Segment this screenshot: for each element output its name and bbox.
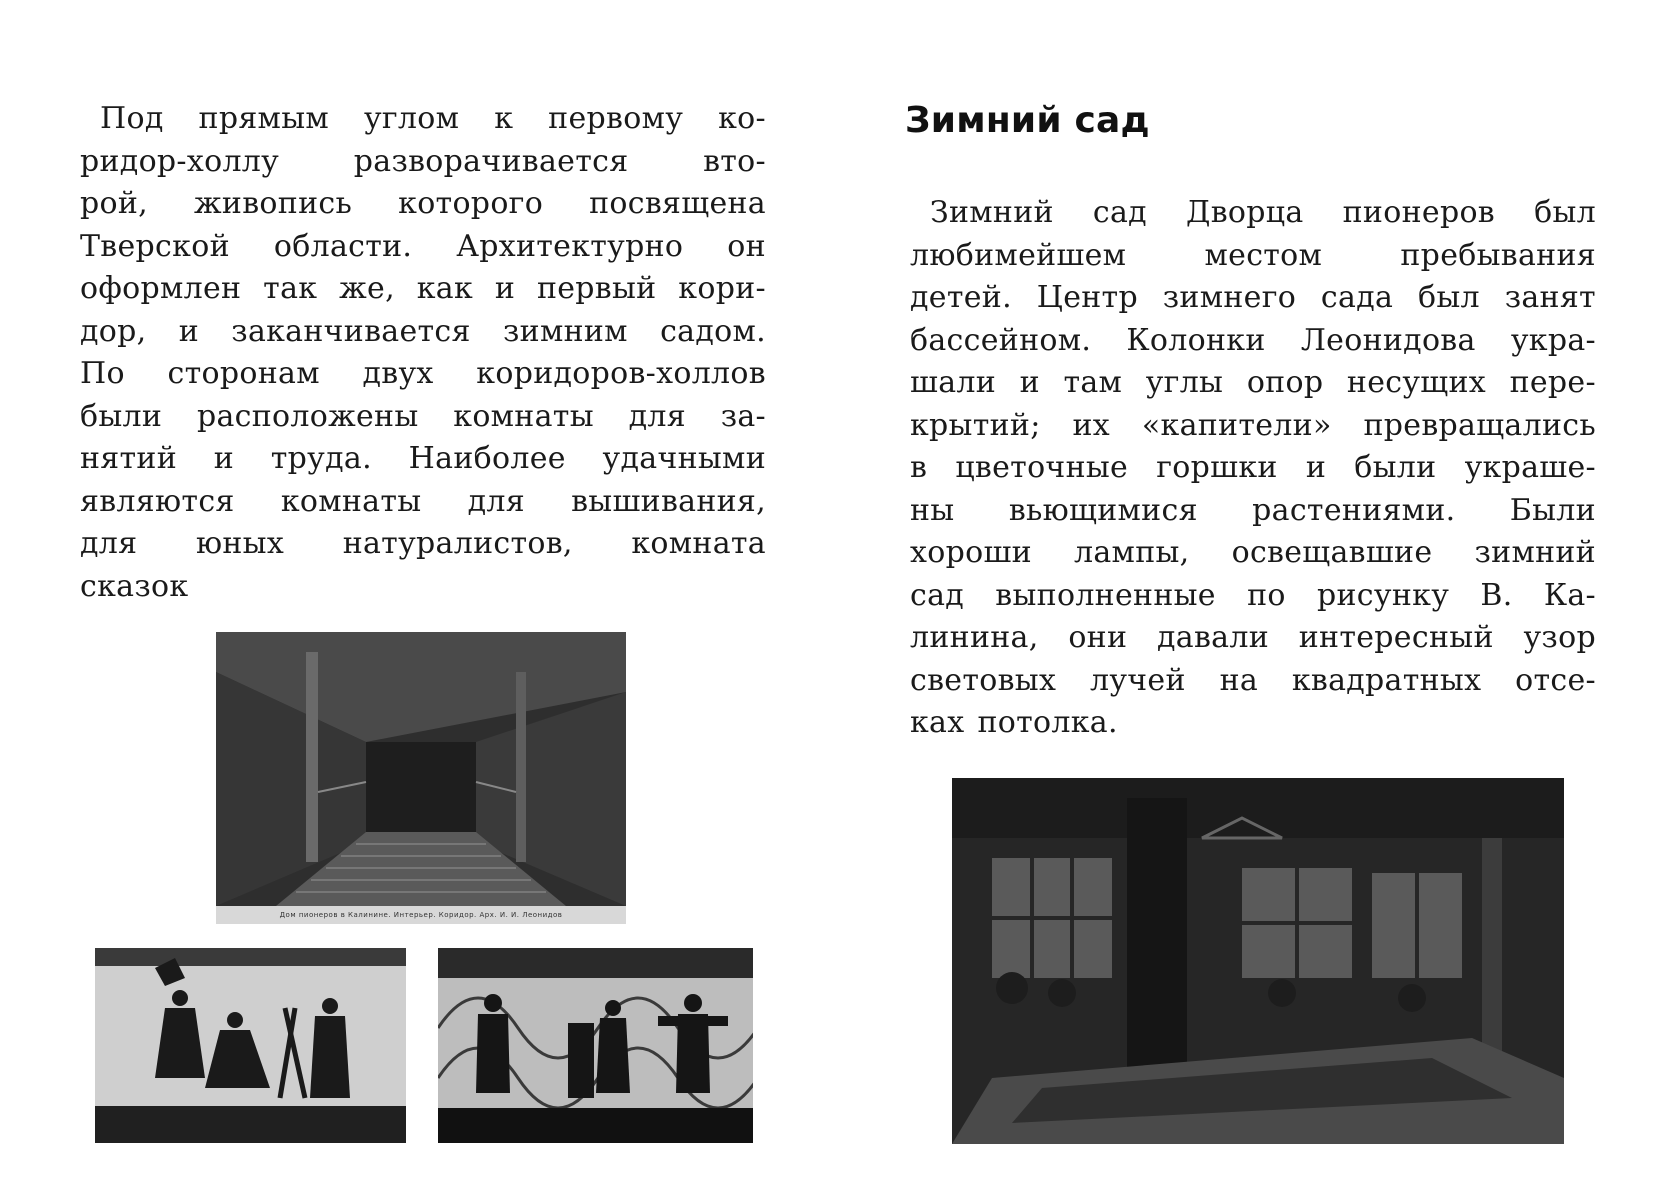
text-line xyxy=(910,617,1596,660)
left-paragraph xyxy=(80,98,766,608)
word: украше- xyxy=(1464,450,1596,485)
word: пере- xyxy=(1509,365,1596,400)
word: Леонидова xyxy=(1300,322,1476,358)
word: укра- xyxy=(1510,322,1596,358)
word: потолка. xyxy=(977,705,1118,740)
word: был xyxy=(1534,195,1596,230)
word: вьющимися xyxy=(1008,492,1198,528)
word: освещавшие xyxy=(1231,535,1433,570)
word: труда. xyxy=(270,441,372,476)
word: сторонам xyxy=(167,356,320,391)
text-line xyxy=(910,405,1596,448)
word: зимним xyxy=(503,313,628,349)
word: выполненные xyxy=(995,577,1216,613)
corridor-photo xyxy=(216,632,626,924)
word: шали xyxy=(910,365,997,400)
word: комната xyxy=(631,526,766,561)
word: как xyxy=(416,271,474,306)
word: садом. xyxy=(660,313,766,349)
word: цветочные xyxy=(955,450,1129,485)
word: заканчивается xyxy=(231,313,471,349)
shadow-theatre-photo-2 xyxy=(438,948,753,1143)
word: узор xyxy=(1523,620,1596,655)
text-line xyxy=(80,523,766,566)
word: он xyxy=(727,228,766,264)
text-line xyxy=(80,183,766,226)
text-line xyxy=(910,362,1596,405)
word: пребывания xyxy=(1400,237,1596,273)
word: углом xyxy=(363,101,460,136)
text-line xyxy=(80,396,766,439)
word: Зимний xyxy=(930,195,1054,230)
text-line xyxy=(910,277,1596,320)
word: и xyxy=(178,313,200,349)
word: давали xyxy=(1157,620,1270,655)
text-line xyxy=(910,235,1596,278)
word: ках xyxy=(910,705,965,740)
word: их xyxy=(1072,407,1111,443)
word: Архитектурно xyxy=(456,228,684,264)
word: в xyxy=(910,450,928,485)
word: были xyxy=(1354,450,1437,485)
word: детей. xyxy=(910,280,1012,315)
shadow-theatre-photo-icon xyxy=(438,948,753,1143)
text-line xyxy=(80,98,766,141)
word: квадратных xyxy=(1291,662,1482,698)
word: интересный xyxy=(1298,620,1494,655)
word: линина, xyxy=(910,620,1039,655)
text-line xyxy=(80,141,766,184)
word: хороши xyxy=(910,535,1032,570)
word: Колонки xyxy=(1126,322,1266,358)
word: и xyxy=(1305,450,1327,485)
corridor-photo-icon xyxy=(216,632,626,924)
photo-caption: Дом пионеров в Калинине. Интерьер. Коридор. Арх. И. И. Леонидов xyxy=(216,906,626,924)
winter-garden-photo-icon xyxy=(952,778,1564,1144)
word: горшки xyxy=(1156,450,1278,485)
word: оформлен xyxy=(80,271,242,306)
word: отсе- xyxy=(1515,662,1596,698)
shadow-theatre-photo-1 xyxy=(95,948,406,1143)
text-line xyxy=(910,490,1596,533)
word: комнаты xyxy=(453,398,594,434)
word: Тверской xyxy=(80,228,230,264)
text-line xyxy=(910,702,1596,745)
word: несущих xyxy=(1346,365,1487,400)
word: Были xyxy=(1509,492,1596,528)
word: и xyxy=(494,271,516,306)
word: к xyxy=(494,101,514,136)
winter-garden-photo xyxy=(952,778,1564,1144)
word: же, xyxy=(339,271,395,306)
text-line xyxy=(910,447,1596,490)
word: углы xyxy=(1145,365,1224,400)
word: Центр xyxy=(1036,280,1138,315)
word: кори- xyxy=(678,271,766,306)
word: лучей xyxy=(1089,662,1186,698)
word: юных xyxy=(195,526,285,561)
word: за- xyxy=(720,398,766,434)
word: превращались xyxy=(1363,407,1596,443)
word: которого xyxy=(398,186,544,221)
text-line xyxy=(80,268,766,311)
word: на xyxy=(1219,662,1259,698)
text-line xyxy=(910,192,1596,235)
word: коридоров-холлов xyxy=(476,356,766,391)
word: зимнего xyxy=(1162,280,1297,315)
word: бассейном. xyxy=(910,322,1092,358)
text-line xyxy=(80,311,766,354)
word: первый xyxy=(536,271,657,306)
word: расположены xyxy=(196,398,419,434)
text-line xyxy=(80,353,766,396)
word: первому xyxy=(548,101,684,136)
word: они xyxy=(1068,620,1128,655)
word: живопись xyxy=(194,186,353,221)
word: вто- xyxy=(703,143,766,179)
word: там xyxy=(1063,365,1123,400)
word: для xyxy=(628,398,686,434)
word: для xyxy=(80,526,138,561)
word: посвящена xyxy=(589,186,766,221)
text-line xyxy=(910,660,1596,703)
word: Под xyxy=(100,101,164,136)
text-line xyxy=(80,566,766,609)
word: занят xyxy=(1504,280,1596,315)
word: опор xyxy=(1246,365,1324,400)
word: по xyxy=(1247,577,1286,613)
word: лампы, xyxy=(1074,535,1190,570)
word: так xyxy=(263,271,318,306)
shadow-theatre-photo-icon xyxy=(95,948,406,1143)
word: и xyxy=(1019,365,1040,400)
text-line xyxy=(80,226,766,269)
word: «капители» xyxy=(1141,407,1332,443)
word: комнаты xyxy=(280,483,422,519)
word: Наиболее xyxy=(408,441,566,476)
word: нятий xyxy=(80,441,178,476)
word: удачными xyxy=(602,441,766,476)
text-line xyxy=(80,438,766,481)
word: вышивания, xyxy=(571,483,766,519)
right-paragraph xyxy=(910,192,1596,745)
word: световых xyxy=(910,662,1057,698)
word: двух xyxy=(362,356,434,391)
text-line xyxy=(910,532,1596,575)
word: ны xyxy=(910,492,955,528)
text-line xyxy=(910,320,1596,363)
section-heading: Зимний сад xyxy=(905,100,1150,141)
word: для xyxy=(467,483,525,519)
word: Ка- xyxy=(1543,577,1596,613)
word: были xyxy=(80,398,163,434)
word: области. xyxy=(273,228,413,264)
word: В. xyxy=(1480,577,1513,613)
word: и xyxy=(213,441,235,476)
word: пионеров xyxy=(1342,195,1495,230)
word: крытий; xyxy=(910,407,1041,443)
word: сад xyxy=(910,577,965,613)
word: ко- xyxy=(718,101,766,136)
word: любимейшем xyxy=(910,237,1127,273)
word: являются xyxy=(80,483,235,519)
word: рой, xyxy=(80,186,148,221)
word: сада xyxy=(1320,280,1394,315)
word: зимний xyxy=(1474,535,1596,570)
word: дор, xyxy=(80,313,147,349)
right-page xyxy=(840,0,1680,1201)
word: натуралистов, xyxy=(342,526,573,561)
word: сад xyxy=(1092,195,1147,230)
word: Дворца xyxy=(1186,195,1304,230)
word: был xyxy=(1417,280,1480,315)
word: прямым xyxy=(198,101,330,136)
word: сказок xyxy=(80,568,189,604)
word: По xyxy=(80,356,125,391)
word: рисунку xyxy=(1317,577,1450,613)
word: ридор-холлу xyxy=(80,143,280,179)
text-line xyxy=(910,575,1596,618)
word: разворачивается xyxy=(353,143,629,179)
word: местом xyxy=(1204,237,1323,273)
word: растениями. xyxy=(1252,492,1456,528)
text-line xyxy=(80,481,766,524)
